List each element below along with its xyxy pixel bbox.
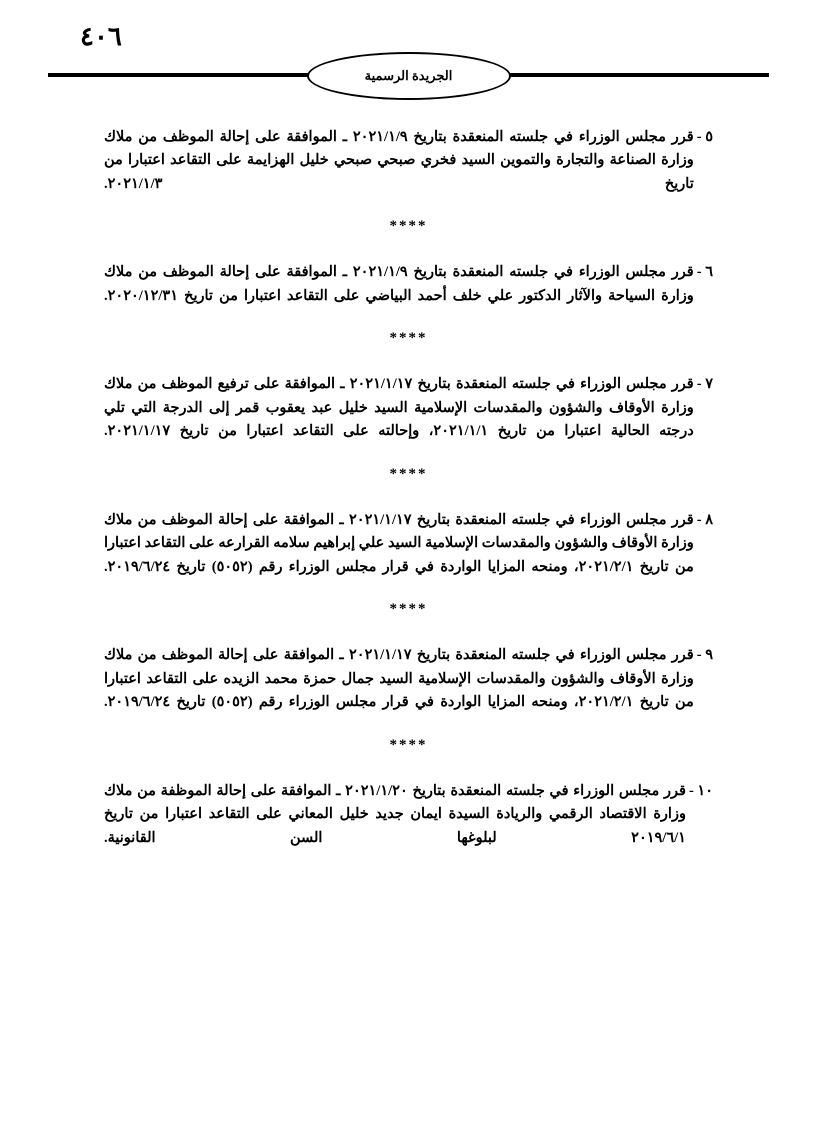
list-item	[104, 126, 713, 196]
page-number: ٤٠٦	[80, 22, 122, 51]
header-rule-left	[48, 73, 348, 77]
list-item	[104, 780, 713, 850]
list-item	[104, 373, 713, 443]
section-separator: ****	[389, 601, 428, 618]
entry-text: قرر مجلس الوزراء في جلسته المنعقدة بتاريخ ٢٠٢١/١/١٧ ـ الموافقة على ترفيع الموظف من ملاك وزارة الأوقاف والشؤون والمقدسات الإسلامية السيد خليل عبد يعقوب قمر إلى الدرجة التي تلي درجته الحالية اعتبارا من تاريخ ٢٠٢١/١/١، وإحالته على التقاعد اعتبارا من تاريخ ٢٠٢١/١/١٧.	[104, 376, 694, 440]
masthead-oval	[307, 52, 511, 100]
entry-text: قرر مجلس الوزراء في جلسته المنعقدة بتاريخ ٢٠٢١/١/٢٠ ـ الموافقة على إحالة الموظفة من ملاك وزارة الاقتصاد الرقمي والريادة السيدة ايمان جديد خليل المعاني على التقاعد اعتبارا من تاريخ ٢٠١٩/٦/١ لبلوغها السن القانونية.	[104, 782, 686, 846]
page-header	[0, 0, 817, 108]
entry-text: قرر مجلس الوزراء في جلسته المنعقدة بتاريخ ٢٠٢١/١/١٧ ـ الموافقة على إحالة الموظف من ملاك وزارة الأوقاف والشؤون والمقدسات الإسلامية السيد علي إبراهيم سلامه القرارعه على التقاعد اعتبارا من تاريخ ٢٠٢١/٢/١، ومنحه المزايا الواردة في قرار مجلس الوزراء رقم (٥٠٥٢) تاريخ ٢٠١٩/٦/٢٤.	[104, 511, 694, 575]
list-item	[104, 644, 713, 714]
section-separator: ****	[389, 218, 428, 235]
entry-number: ٧ -	[696, 376, 713, 393]
header-rule-right	[469, 73, 769, 77]
section-separator: ****	[389, 736, 428, 753]
entry-text: قرر مجلس الوزراء في جلسته المنعقدة بتاريخ ٢٠٢١/١/٩ ـ الموافقة على إحالة الموظف من ملاك وزارة السياحة والآثار الدكتور علي خلف أحمد البياضي على التقاعد اعتبارا من تاريخ ٢٠٢٠/١٢/٣١.	[104, 264, 694, 304]
section-separator: ****	[389, 330, 428, 347]
list-item	[104, 509, 713, 579]
entry-number: ٥ -	[696, 129, 713, 145]
entry-text: قرر مجلس الوزراء في جلسته المنعقدة بتاريخ ٢٠٢١/١/٩ ـ الموافقة على إحالة الموظف من ملاك وزارة الصناعة والتجارة والتموين السيد فخري صبحي صبحي خليل الهزايمة على التقاعد اعتبارا من تاريخ ٢٠٢١/١/٣.	[104, 129, 694, 192]
section-separator: ****	[389, 465, 428, 482]
entry-number: ٦ -	[696, 264, 713, 281]
masthead-title: الجريدة الرسمية	[364, 68, 453, 83]
document-body	[0, 108, 817, 850]
entry-number: ٩ -	[696, 647, 713, 664]
entry-number: ١٠ -	[688, 782, 713, 799]
entry-text: قرر مجلس الوزراء في جلسته المنعقدة بتاريخ ٢٠٢١/١/١٧ ـ الموافقة على إحالة الموظف من ملاك وزارة الأوقاف والشؤون والمقدسات الإسلامية السيد جمال حمزة محمد الزيده على التقاعد اعتبارا من تاريخ ٢٠٢١/٢/١، ومنحه المزايا الواردة في قرار مجلس الوزراء رقم (٥٠٥٢) تاريخ ٢٠١٩/٦/٢٤.	[104, 647, 694, 711]
list-item	[104, 261, 713, 308]
entry-number: ٨ -	[696, 511, 713, 528]
